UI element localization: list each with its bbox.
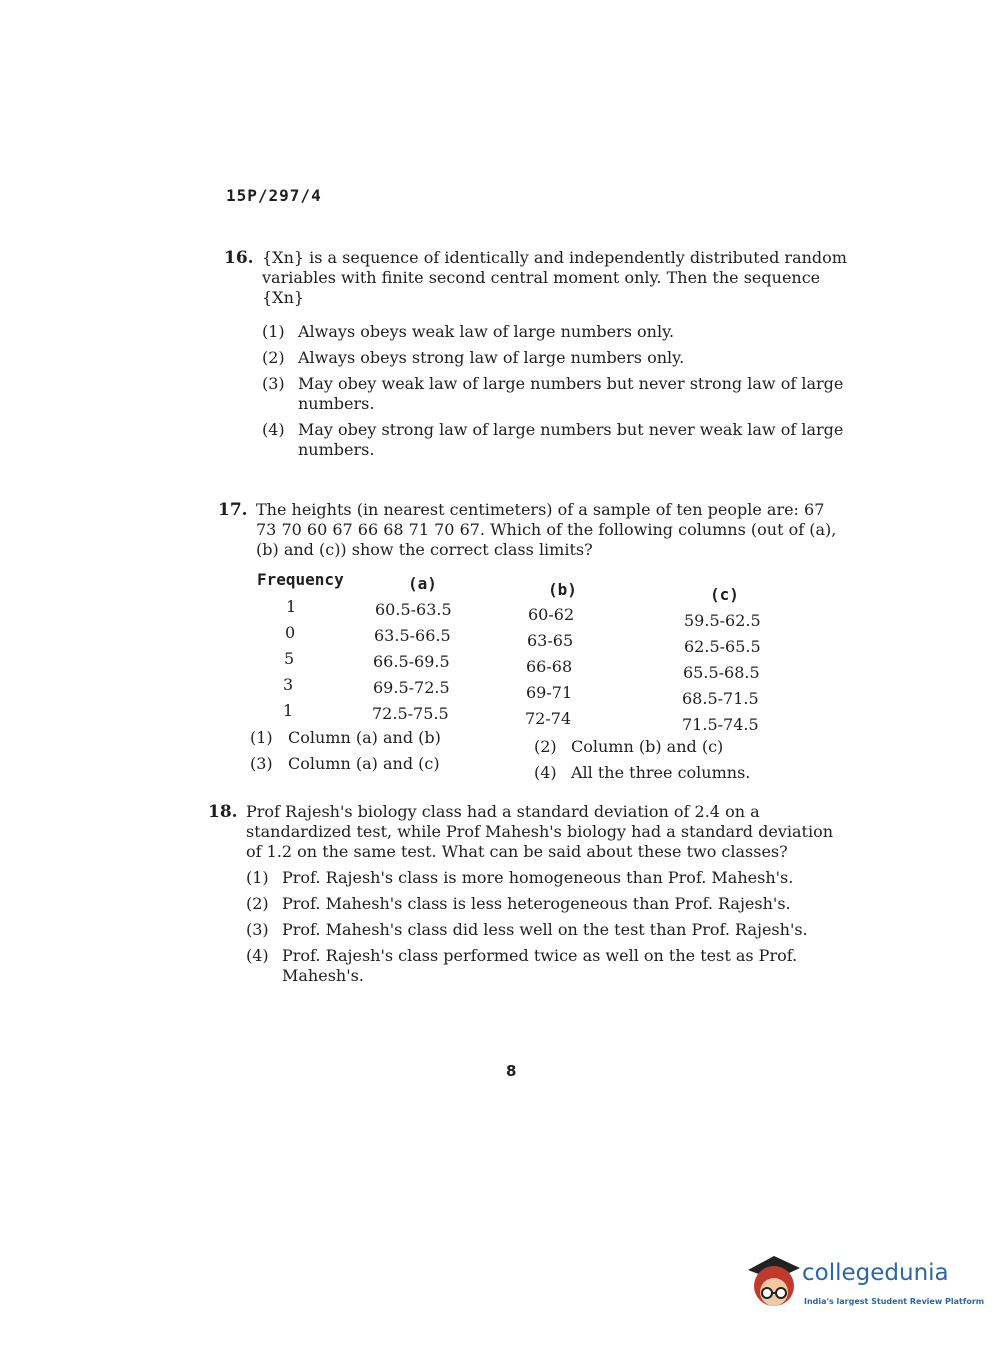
option-number: (2) <box>246 894 269 913</box>
option-number: (1) <box>250 728 273 747</box>
option-number: (1) <box>262 322 285 341</box>
option-text: All the three columns. <box>571 763 751 782</box>
table-header: Frequency <box>257 570 344 589</box>
option <box>224 420 854 460</box>
option <box>208 894 838 914</box>
option-text: Always obeys strong law of large numbers only. <box>298 348 685 367</box>
option-text: Column (b) and (c) <box>571 737 724 756</box>
table-cell: 65.5-68.5 <box>683 663 760 682</box>
question-text: {Xn} is a sequence of identically and independently distributed random variables with finite second central moment only. Then the sequence {Xn} <box>262 248 847 307</box>
table-cell: 59.5-62.5 <box>684 611 761 630</box>
option-text: Prof. Rajesh's class is more homogeneous than Prof. Mahesh's. <box>282 868 794 887</box>
mascot-icon <box>744 1250 804 1314</box>
table-cell: 71.5-74.5 <box>682 715 759 734</box>
option-text: Column (a) and (c) <box>288 754 440 773</box>
table-cell: 72-74 <box>525 709 572 728</box>
page-number: 8 <box>506 1062 517 1080</box>
option-number: (3) <box>250 754 273 773</box>
option-text: Always obeys weak law of large numbers only. <box>298 322 675 341</box>
option <box>224 374 854 414</box>
paper-code: 15P/297/4 <box>226 186 322 205</box>
table-cell: 62.5-65.5 <box>684 637 761 656</box>
option-text: May obey strong law of large numbers but never weak law of large numbers. <box>298 420 844 459</box>
logo-wordmark: collegedunia <box>802 1260 949 1286</box>
question-number: 16. <box>224 248 254 268</box>
question-17 <box>218 500 848 560</box>
question-number: 17. <box>218 500 248 520</box>
option-number: (2) <box>534 737 557 756</box>
option-number: (4) <box>246 946 269 965</box>
logo-tagline: India's largest Student Review Platform <box>804 1297 985 1306</box>
option <box>208 920 838 940</box>
option-text: Prof. Rajesh's class performed twice as well on the test as Prof. Mahesh's. <box>282 946 798 985</box>
table-cell: 63-65 <box>527 631 574 650</box>
question-16 <box>224 248 854 460</box>
question-text: Prof Rajesh's biology class had a standard deviation of 2.4 on a standardized test, while Prof Mahesh's biology had a standard deviation of 1.2 on the same test. What can be said about these two classes? <box>246 802 833 861</box>
table-cell: 60-62 <box>528 605 575 624</box>
table-cell: 72.5-75.5 <box>372 704 449 723</box>
table-cell: 63.5-66.5 <box>374 626 451 645</box>
table-header: (b) <box>548 580 577 599</box>
option <box>208 868 838 888</box>
table-cell: 5 <box>284 649 295 668</box>
table-cell: 66-68 <box>526 657 573 676</box>
question-text: The heights (in nearest centimeters) of a sample of ten people are: 67 73 70 60 67 66 68 71 70 67. Which of the following columns (out of (a), (b) and (c)) show the correct class limits? <box>256 500 837 559</box>
table-cell: 69.5-72.5 <box>373 678 450 697</box>
option-text: Column (a) and (b) <box>288 728 441 747</box>
table-cell: 69-71 <box>526 683 573 702</box>
table-cell: 0 <box>285 623 296 642</box>
table-cell: 68.5-71.5 <box>682 689 759 708</box>
table-header: (a) <box>408 574 437 593</box>
option-number: (2) <box>262 348 285 367</box>
table-cell: 60.5-63.5 <box>375 600 452 619</box>
option-text: May obey weak law of large numbers but never strong law of large numbers. <box>298 374 844 413</box>
collegedunia-logo <box>744 1250 985 1320</box>
option-number: (3) <box>246 920 269 939</box>
question-number: 18. <box>208 802 238 822</box>
option <box>208 946 838 986</box>
option-number: (4) <box>534 763 557 782</box>
option <box>224 322 854 342</box>
option <box>224 348 854 368</box>
question-18 <box>208 802 838 986</box>
option-number: (4) <box>262 420 285 439</box>
option-text: Prof. Mahesh's class did less well on the test than Prof. Rajesh's. <box>282 920 808 939</box>
table-cell: 1 <box>283 701 294 720</box>
option-number: (1) <box>246 868 269 887</box>
option-text: Prof. Mahesh's class is less heterogeneous than Prof. Rajesh's. <box>282 894 791 913</box>
table-cell: 66.5-69.5 <box>373 652 450 671</box>
option-number: (3) <box>262 374 285 393</box>
table-cell: 1 <box>286 597 297 616</box>
table-cell: 3 <box>283 675 294 694</box>
table-header: (c) <box>710 585 739 604</box>
